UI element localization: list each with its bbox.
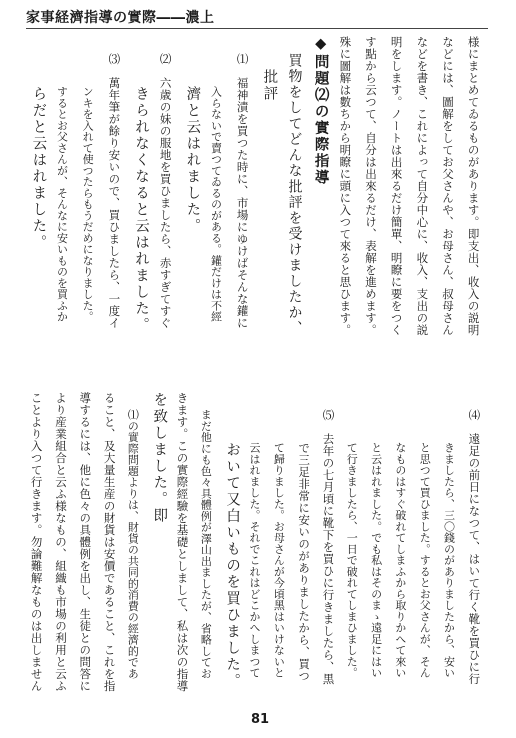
upper-text-column: 批評 <box>261 69 278 102</box>
upper-text-column: 明をします。ノートは出來るだけ簡單、明瞭に要をつく <box>389 36 404 336</box>
lower-text-column: て行きましたら、一日で破れてしまひました。 <box>345 441 359 678</box>
upper-text-column: きられなくなると云はれました。 <box>133 85 149 333</box>
upper-text-column: ⑴ 福神漬を買つた時に、市場にゆけばそんな鑵に <box>235 52 250 329</box>
lower-text-column: と云はれました。でも私はそのまゝ遠足にはい <box>369 441 383 678</box>
lower-text-column: 導するには、他に色々の具體例を出し、生徒との問答に <box>78 392 93 692</box>
lower-text-column: まだ他にも色々具體例が澤山出ましたが、省略してお <box>199 408 213 679</box>
upper-text-column: するとお父さんが、そんなに安いものを買ふか <box>55 85 69 322</box>
lower-text-column: ⑷ 遠足の前日になつて、はいて行く靴を買ひに行 <box>467 408 482 685</box>
lower-text-column: ること、及大量生産の財貨は安價であること、これを指 <box>102 392 117 692</box>
upper-text-column: ◆問題⑵の實際指導 <box>312 36 329 186</box>
lower-text-column: きます。この實際經驗を基礎としまして、私は次の指導 <box>175 392 190 692</box>
lower-text-column: なものはすぐ破れてしまふから取りかへて來い <box>393 441 407 678</box>
lower-text-column: おいて又白いものを買ひました。 <box>224 441 241 689</box>
upper-text-column: などには、圖解をしてお父さんや、お母さん、叔母さん <box>441 36 455 336</box>
lower-text-column: を致しました。即 <box>151 392 168 524</box>
lower-text-column: ⑸ 去年の七月頃に靴下を買ひに行きましたら、黒 <box>321 408 336 685</box>
upper-text-column: 入らないで賣つてゐるのがある。鑵だけは不經 <box>209 85 223 322</box>
upper-text-column: す點から云つて、自分は出來るだけ、表解を進めます。 <box>364 36 378 336</box>
upper-text-column: などを書き、これによって自分中心に、收入、支出の説 <box>415 36 430 336</box>
upper-text-column: ンキを入れて使つたらもうだめになりました。 <box>81 85 95 322</box>
upper-text-column: 殊に圖解は數ちから明瞭に頭に入つて來ると思ひます。 <box>338 36 353 336</box>
upper-text-column: 濟と云はれました。 <box>184 85 201 234</box>
header-rule <box>26 28 488 29</box>
upper-text-column: ⑵ 六歳の妹の服地を買ひましたら、赤すぎてすぐ <box>158 52 173 329</box>
upper-text-column: ⑶ 萬年筆が餘り安いので、買ひましたら、一度イ <box>107 52 122 329</box>
lower-text-column: と思つて買ひました。するとお父さんが、そん <box>418 441 432 678</box>
lower-text-column: より産業組合と云ふ様なもの、組織も市場の利用と云ふ <box>53 392 68 692</box>
page-number: 81 <box>250 712 270 727</box>
upper-text-column: 様にまとめてゐるものがあります。即支出、收入の説明 <box>466 36 481 336</box>
lower-text-column: きましたら、三〇錢のがありましたから、安い <box>442 441 456 678</box>
lower-text-column: 云はれました。それでこれはどこかへしまつて <box>248 441 261 678</box>
upper-text-block <box>26 36 488 336</box>
lower-text-column: で三足非常に安いのがありましたから、買つ <box>297 441 312 682</box>
lower-text-block <box>26 392 488 692</box>
lower-text-column: て歸りました。お母さんが今頃黑はいけないと <box>272 441 286 678</box>
lower-text-column: ⑴の實際問題よりは、財貨の共同的消費の經濟的であ <box>126 408 140 679</box>
running-header: 家事経濟指導の實際――濃上 <box>26 10 215 26</box>
upper-text-column: らだと云はれました。 <box>30 85 47 251</box>
lower-text-column: ことより入つて行きます。勿論難解なものは出しません <box>29 392 44 692</box>
upper-text-column: 買物をしてどんな批評を受けましたか、 <box>286 52 303 336</box>
